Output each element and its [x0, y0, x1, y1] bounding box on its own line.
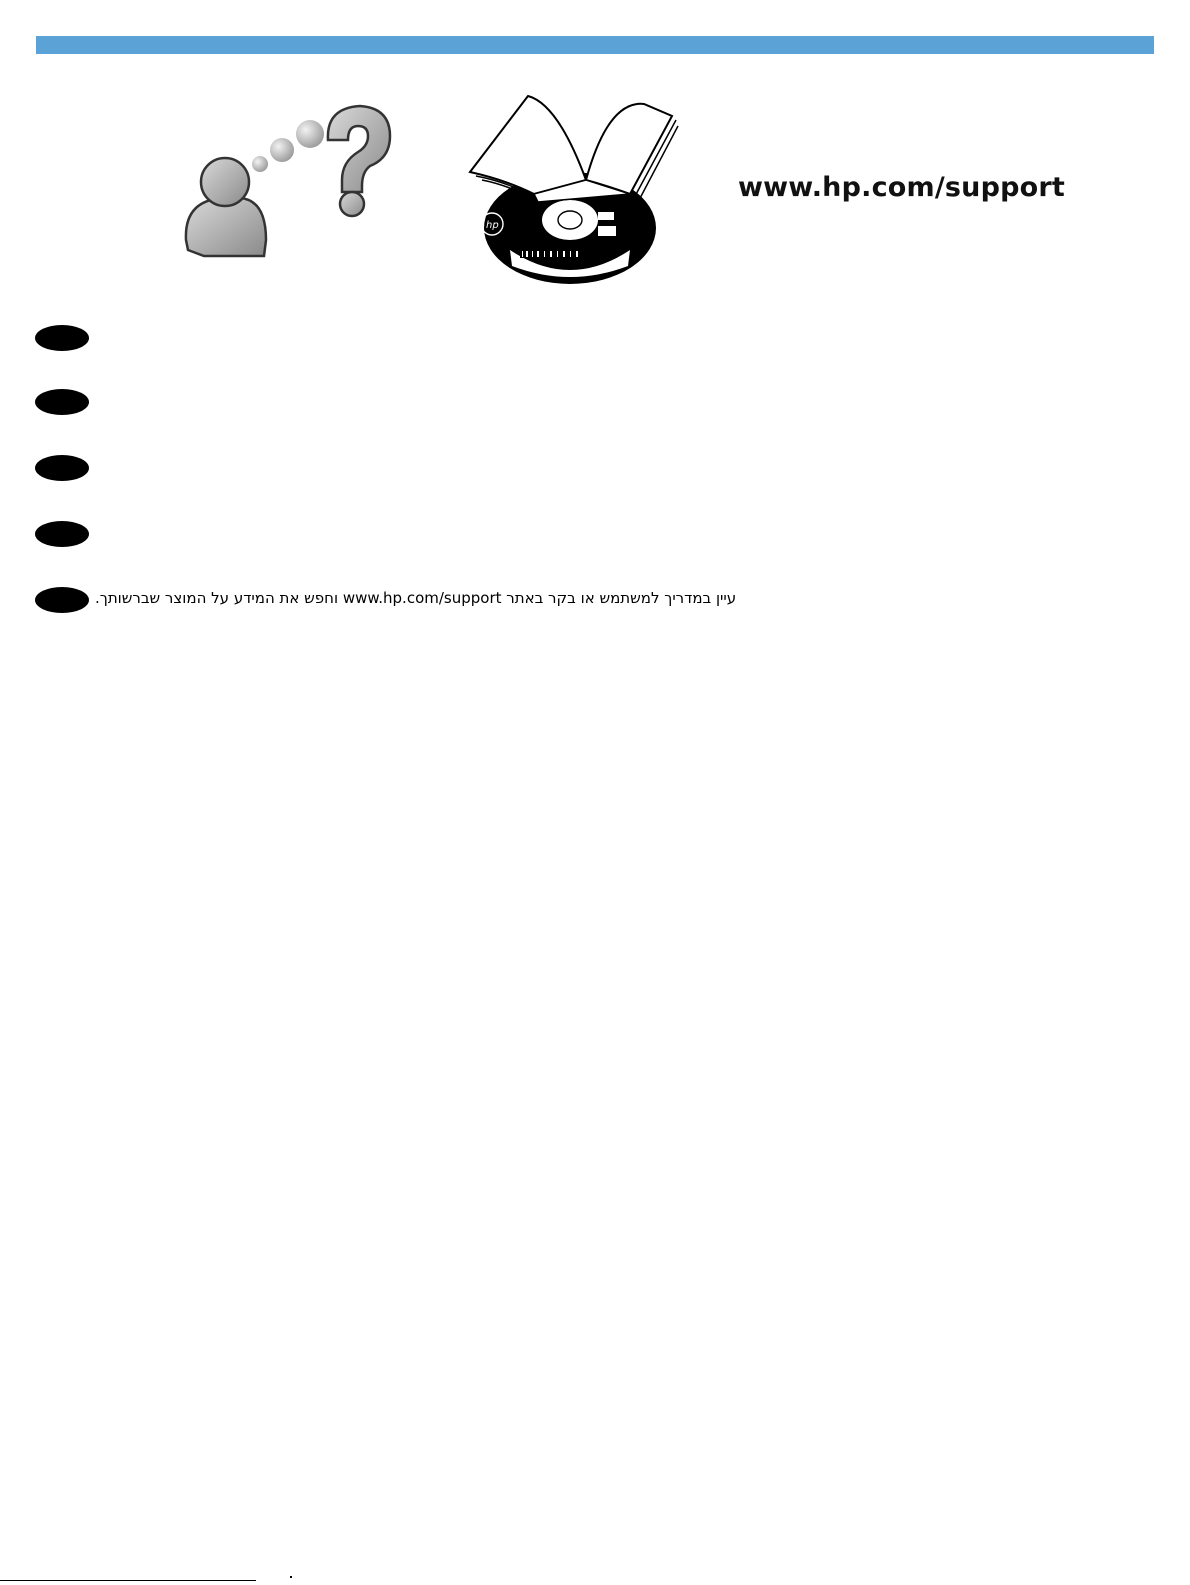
- language-badge: [35, 455, 89, 481]
- language-badge: [35, 325, 89, 351]
- svg-text:hp: hp: [486, 220, 499, 231]
- language-row: [35, 521, 935, 549]
- footer-rule: [0, 1580, 256, 1581]
- language-badge: [35, 521, 89, 547]
- user-guide-book-cd-icon: [458, 90, 682, 286]
- language-row: [35, 455, 935, 483]
- footer-mark: [290, 1576, 292, 1578]
- language-text-hebrew: עיין במדריך למשתמש או בקר באתר www.hp.com/support וחפש את המידע על המוצר שברשותך.: [95, 589, 737, 607]
- language-badge: [35, 389, 89, 415]
- language-badge: [35, 587, 89, 613]
- support-url[interactable]: www.hp.com/support: [738, 172, 1066, 203]
- language-row: [35, 325, 935, 353]
- header-accent-bar: [36, 36, 1154, 54]
- user-question-icon: [176, 100, 406, 262]
- language-row: [35, 587, 935, 615]
- language-row: [35, 389, 935, 417]
